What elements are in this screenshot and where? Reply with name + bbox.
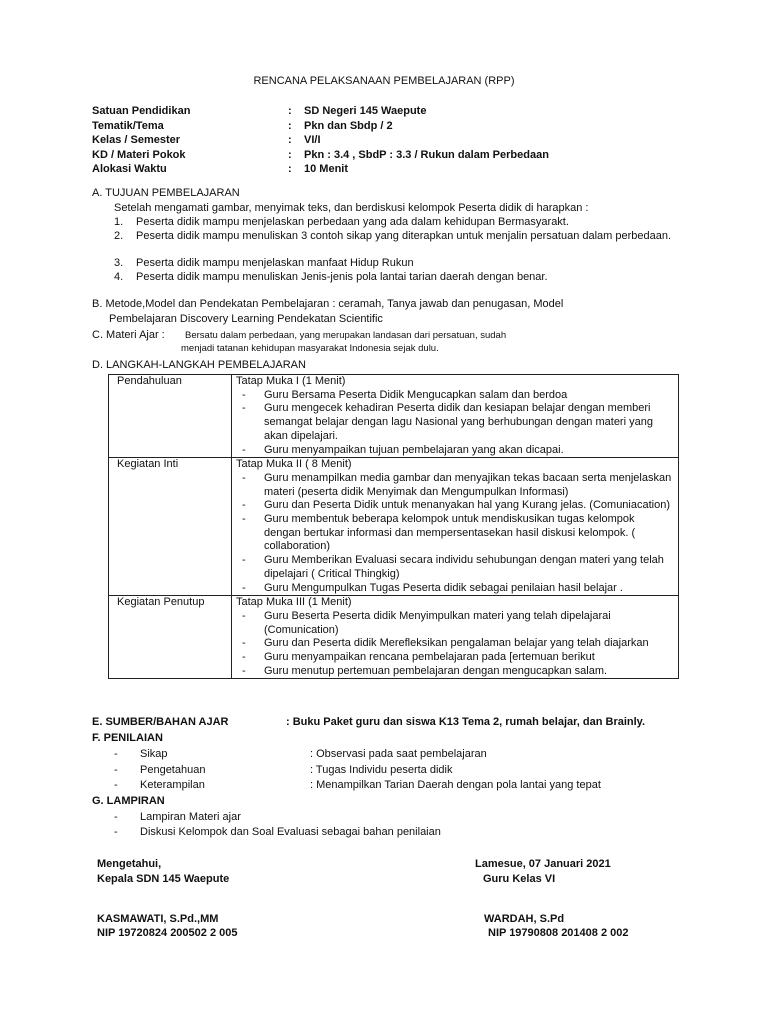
assessment-row <box>114 763 452 777</box>
step-text: Guru membentuk beberapa kelompok untuk mendiskusikan tugas kelompok dengan bertukar informasi dan mempersentasekan hasil diskusi kelompok. ( collaboration) <box>264 513 636 553</box>
list-item <box>236 582 678 596</box>
phase-name: Kegiatan Inti <box>109 458 232 596</box>
dash-bullet: - <box>242 499 246 512</box>
dash-bullet: - <box>114 764 118 776</box>
identity-block <box>92 104 549 177</box>
assessment-value: : Observasi pada saat pembelajaran <box>310 748 487 760</box>
assessment-label: Pengetahuan <box>140 764 206 776</box>
identity-label: Tematik/Tema <box>92 119 164 132</box>
dash-bullet: - <box>242 471 246 484</box>
sign-left-line1: Mengetahui, <box>97 858 162 870</box>
identity-value: Pkn : 3.4 , SbdP : 3.3 / Rukun dalam Perbedaan <box>304 148 549 161</box>
dash-bullet: - <box>242 554 246 567</box>
session-title: Tatap Muka I (1 Menit) <box>236 375 346 387</box>
list-item <box>236 651 678 665</box>
section-c-text: menjadi tatanan kehidupan masyarakat Indonesia sejak dulu. <box>181 343 439 354</box>
session-title: Tatap Muka III (1 Menit) <box>236 596 352 609</box>
objective-text: Peserta didik mampu menuliskan Jenis-jenis pola lantai tarian daerah dengan benar. <box>136 271 548 283</box>
dash-bullet: - <box>242 388 246 401</box>
assessment-row <box>114 778 601 792</box>
session-title: Tatap Muka II ( 8 Menit) <box>236 458 352 471</box>
identity-row <box>92 119 549 134</box>
objective-text: Peserta didik mampu menjelaskan manfaat Hidup Rukun <box>136 257 414 269</box>
identity-row <box>92 133 549 148</box>
document-title: RENCANA PELAKSANAAN PEMBELAJARAN (RPP) <box>253 75 515 87</box>
section-g-heading: G. LAMPIRAN <box>92 795 165 807</box>
sign-left-name: KASMAWATI, S.Pd.,MM <box>97 913 219 925</box>
assessment-value: : Menampilkan Tarian Daerah dengan pola lantai yang tepat <box>310 779 601 791</box>
list-item <box>236 554 678 581</box>
sign-left-nip: NIP 19720824 200502 2 005 <box>97 927 238 939</box>
section-b-line: Pembelajaran Discovery Learning Pendekatan Scientific <box>109 313 383 325</box>
list-item <box>236 472 678 499</box>
list-item <box>236 444 678 458</box>
dash-bullet: - <box>242 581 246 594</box>
objective-number: 1. <box>114 216 124 228</box>
section-c-label: C. Materi Ajar : <box>92 329 165 341</box>
dash-bullet: - <box>242 443 246 456</box>
objective-text: Peserta didik mampu menjelaskan perbedaan yang ada dalam kehidupan Bermasyarakt. <box>136 216 569 228</box>
identity-colon: : <box>288 105 292 117</box>
assessment-label: Sikap <box>140 748 168 760</box>
list-item <box>236 637 678 651</box>
objective-item <box>114 215 678 229</box>
identity-value: VI/I <box>304 134 321 146</box>
section-c-text: Bersatu dalam perbedaan, yang merupakan landasan dari persatuan, sudah <box>185 330 507 341</box>
objective-number: 2. <box>114 230 124 242</box>
objective-item <box>114 270 678 284</box>
objective-item <box>114 256 678 270</box>
step-text: Guru Bersama Peserta Didik Mengucapkan salam dan berdoa <box>264 388 568 401</box>
phase-name: Kegiatan Penutup <box>109 596 232 679</box>
identity-label: Alokasi Waktu <box>92 163 167 175</box>
list-item <box>236 610 678 637</box>
sign-left-line2: Kepala SDN 145 Waepute <box>97 873 230 885</box>
step-text: Guru dan Peserta Didik untuk menanyakan hal yang Kurang jelas. (Comuniacation) <box>264 499 671 512</box>
identity-label: Satuan Pendidikan <box>92 105 191 117</box>
identity-label: KD / Materi Pokok <box>92 148 186 161</box>
dash-bullet: - <box>114 779 118 791</box>
step-text: Guru Beserta Peserta didik Menyimpulkan materi yang telah dipelajarai (Comunication) <box>264 609 611 636</box>
step-text: Guru menutup pertemuan pembelajaran dengan mengucapkan salam. <box>264 664 608 677</box>
learning-steps-table <box>108 374 679 679</box>
phase-body <box>232 375 679 458</box>
section-e-value: : Buku Paket guru dan siswa K13 Tema 2, rumah belajar, dan Brainly. <box>286 716 646 728</box>
dash-bullet: - <box>242 609 246 622</box>
step-text: Guru menampilkan media gambar dan menyajikan tekas bacaan serta menjelaskan materi (peserta didik Menyimak dan Mengumpulkan Informasi) <box>264 471 672 498</box>
objective-number: 3. <box>114 257 124 269</box>
assessment-value: : Tugas Individu peserta didik <box>310 764 453 776</box>
dash-bullet: - <box>114 811 118 823</box>
list-item <box>236 402 678 443</box>
dash-bullet: - <box>242 637 246 650</box>
step-text: Guru Memberikan Evaluasi secara individu sehubungan dengan materi yang telah dipelajari ( Critical Thingkig) <box>264 554 664 580</box>
identity-value: Pkn dan Sbdp / 2 <box>304 119 393 132</box>
step-text: Guru menyampaikan rencana pembelajaran pada [ertemuan berikut <box>264 651 595 664</box>
identity-colon: : <box>288 148 292 161</box>
phase-body <box>232 458 679 596</box>
sign-right-nip: NIP 19790808 201408 2 002 <box>488 927 629 939</box>
sign-right-line2: Guru Kelas VI <box>483 873 556 885</box>
dash-bullet: - <box>242 664 246 677</box>
section-a-heading: A. TUJUAN PEMBELAJARAN <box>92 187 240 199</box>
identity-row <box>92 162 549 177</box>
section-d-heading: D. LANGKAH-LANGKAH PEMBELAJARAN <box>92 359 306 371</box>
identity-label: Kelas / Semester <box>92 134 181 146</box>
list-item <box>236 513 678 554</box>
attachment-text: Lampiran Materi ajar <box>140 811 241 823</box>
step-text: Guru mengecek kehadiran Peserta didik dan kesiapan belajar dengan memberi semangat belajar dengan lagu Nasional yang berhubungan dengan materi yang akan dipelajari. <box>264 402 653 442</box>
objective-text: Peserta didik mampu menuliskan 3 contoh sikap yang diterapkan untuk menjalin persatuan dalam perbedaan. <box>136 230 672 242</box>
objective-number: 4. <box>114 271 124 283</box>
identity-colon: : <box>288 134 292 146</box>
dash-bullet: - <box>242 651 246 664</box>
identity-row <box>92 148 549 163</box>
identity-value: SD Negeri 145 Waepute <box>304 105 427 117</box>
attachment-item <box>114 825 441 839</box>
attachment-text: Diskusi Kelompok dan Soal Evaluasi sebagai bahan penilaian <box>140 826 441 838</box>
dash-bullet: - <box>114 826 118 838</box>
dash-bullet: - <box>114 748 118 760</box>
step-text: Guru menyampaikan tujuan pembelajaran yang akan dicapai. <box>264 443 564 456</box>
dash-bullet: - <box>242 402 246 415</box>
dash-bullet: - <box>242 513 246 526</box>
identity-colon: : <box>288 119 292 132</box>
list-item <box>236 389 678 403</box>
step-text: Guru dan Peserta didik Merefleksikan pengalaman belajar yang telah diajarkan <box>264 637 649 650</box>
section-b-line: B. Metode,Model dan Pendekatan Pembelajaran : ceramah, Tanya jawab dan penugasan, Model <box>92 298 564 310</box>
table-row <box>109 458 679 596</box>
section-a-intro: Setelah mengamati gambar, menyimak teks, dan berdiskusi kelompok Peserta didik di harapkan : <box>114 202 589 214</box>
table-row <box>109 375 679 458</box>
section-f-heading: F. PENILAIAN <box>92 732 163 744</box>
assessment-row <box>114 747 487 761</box>
phase-body <box>232 596 679 679</box>
attachment-item <box>114 810 241 824</box>
phase-name: Pendahuluan <box>109 375 232 458</box>
list-item <box>236 665 678 679</box>
identity-value: 10 Menit <box>304 163 349 175</box>
list-item <box>236 499 678 513</box>
sign-right-name: WARDAH, S.Pd <box>484 913 565 925</box>
objective-item <box>114 229 678 257</box>
table-row <box>109 596 679 679</box>
section-e-heading: E. SUMBER/BAHAN AJAR <box>92 716 229 728</box>
sign-right-line1: Lamesue, 07 Januari 2021 <box>475 858 611 870</box>
identity-row <box>92 104 549 119</box>
identity-colon: : <box>288 163 292 175</box>
assessment-label: Keterampilan <box>140 779 205 791</box>
step-text: Guru Mengumpulkan Tugas Peserta didik sebagai penilaian hasil belajar . <box>264 581 623 594</box>
